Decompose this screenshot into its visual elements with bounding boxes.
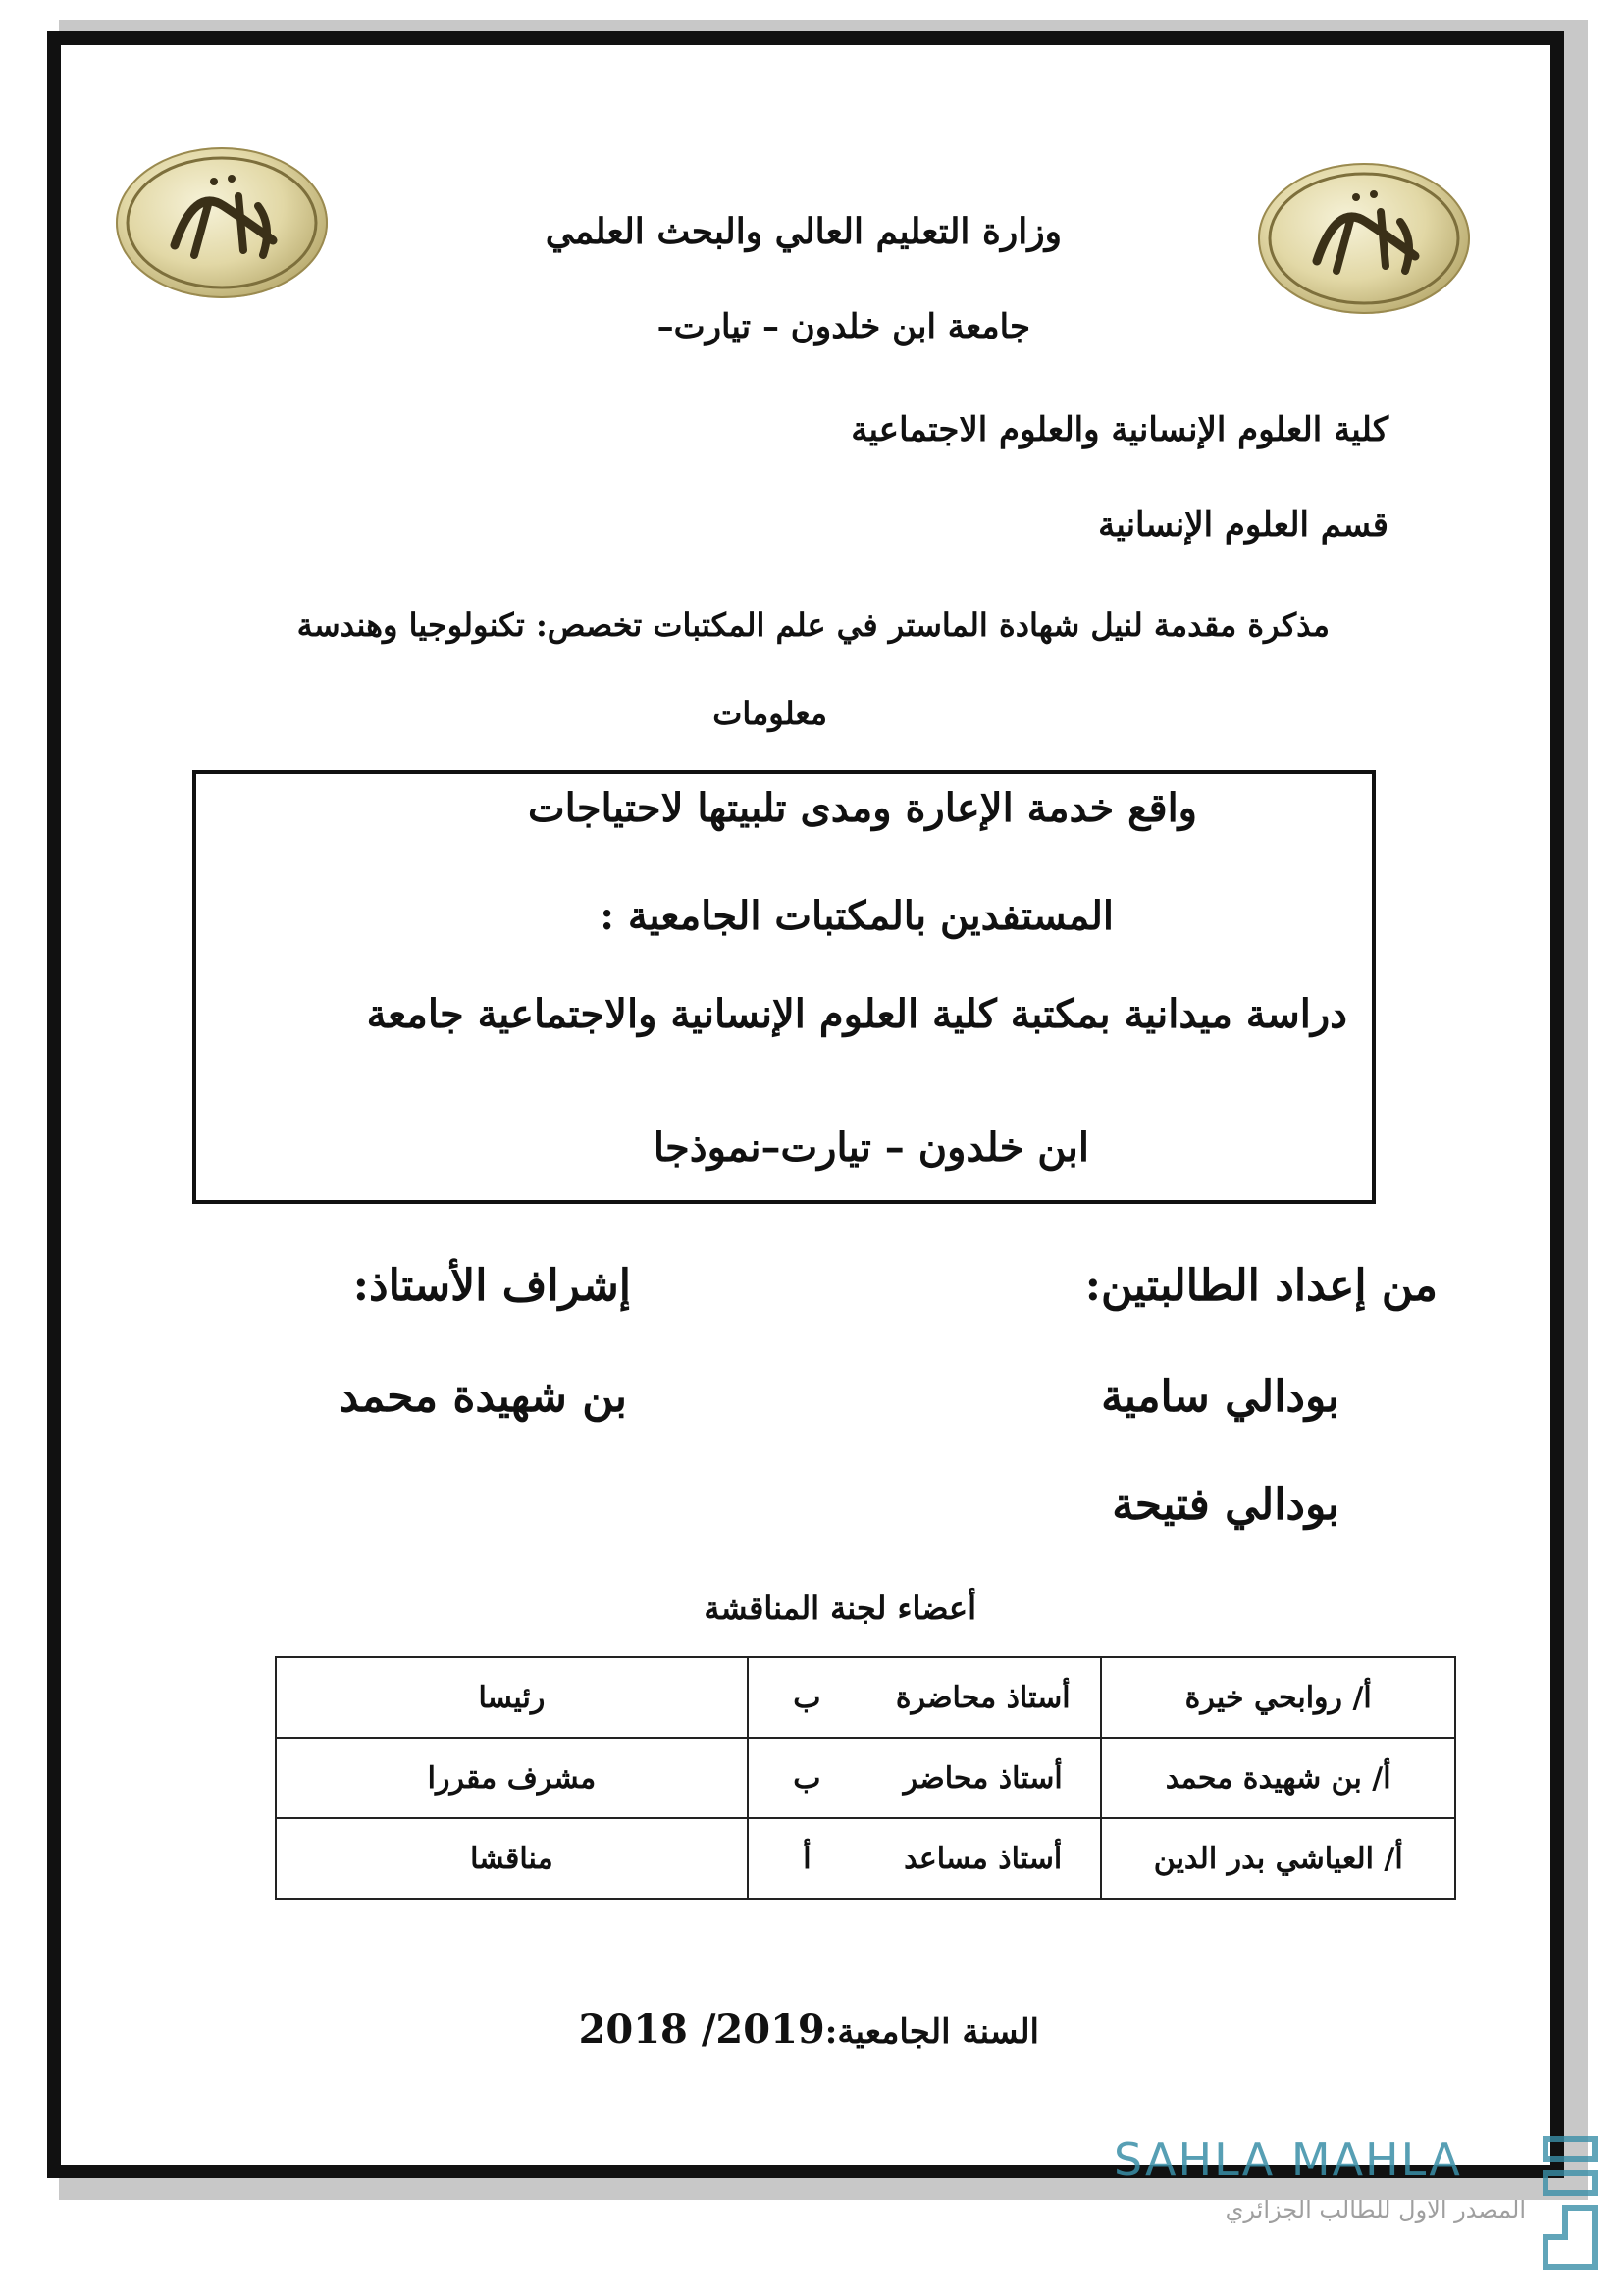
faculty-name: كلية العلوم الإنسانية والعلوم الاجتماعية xyxy=(851,410,1388,449)
thesis-title-line2: المستفدين بالمكتبات الجامعية : xyxy=(600,893,1114,939)
jury-member-name: أ/ بن شهيدة محمد xyxy=(1101,1738,1455,1818)
jury-title: أعضاء لجنة المناقشة xyxy=(704,1590,976,1627)
jury-member-name: أ/ العياشي بدر الدين xyxy=(1101,1818,1455,1899)
table-row xyxy=(276,1738,1455,1818)
university-logo-left xyxy=(116,147,328,298)
student-name-1: بودالي سامية xyxy=(1101,1372,1339,1422)
thesis-title-line1: واقع خدمة الإعارة ومدى تلبيتها لاحتياجات xyxy=(527,785,1197,831)
watermark-logo-icon xyxy=(1536,2119,1604,2276)
sahla-mahla-watermark xyxy=(1114,2119,1604,2286)
watermark-brand: SAHLA MAHLA xyxy=(1114,2133,1462,2186)
ministry-name: وزارة التعليم العالي والبحث العلمي xyxy=(545,211,1062,252)
university-name: جامعة ابن خلدون – تيارت– xyxy=(656,307,1030,346)
thesis-title-line4: ابن خلدون – تيارت–نموذجا xyxy=(653,1124,1089,1171)
jury-member-name: أ/ روابحي خيرة xyxy=(1101,1657,1455,1738)
jury-member-grade: ب xyxy=(748,1657,865,1738)
table-row xyxy=(276,1657,1455,1738)
jury-table xyxy=(275,1656,1456,1900)
table-row xyxy=(276,1818,1455,1899)
university-logo-right xyxy=(1258,163,1470,314)
supervisor-label: إشراف الأستاذ: xyxy=(352,1261,631,1311)
jury-member-rank: أستاذ محاضر xyxy=(865,1738,1101,1818)
academic-year-label: السنة الجامعية: xyxy=(824,2012,1039,2052)
thesis-description: مذكرة مقدمة لنيل شهادة الماستر في علم المكتبات تخصص: تكنولوجيا وهندسة xyxy=(296,606,1330,644)
jury-member-role: مشرف مقررا xyxy=(276,1738,748,1818)
supervisor-name: بن شهيدة محمد xyxy=(339,1372,627,1422)
academic-year-value: 2018 /2019 xyxy=(578,2007,825,2053)
department-name: قسم العلوم الإنسانية xyxy=(1098,505,1388,545)
jury-member-role: مناقشا xyxy=(276,1818,748,1899)
jury-member-role: رئيسا xyxy=(276,1657,748,1738)
student-name-2: بودالي فتيحة xyxy=(1112,1480,1339,1530)
thesis-title-line3: دراسة ميدانية بمكتبة كلية العلوم الإنسانية والاجتماعية جامعة xyxy=(366,991,1347,1037)
jury-member-grade: ب xyxy=(748,1738,865,1818)
jury-member-grade: أ xyxy=(748,1818,865,1899)
thesis-description-cont: معلومات xyxy=(712,695,827,732)
jury-member-rank: أستاذ مساعد xyxy=(865,1818,1101,1899)
academic-year xyxy=(579,2007,1039,2053)
students-label: من إعداد الطالبتين: xyxy=(1084,1261,1438,1311)
jury-member-rank: أستاذ محاضرة xyxy=(865,1657,1101,1738)
watermark-tagline: المصدر الاول للطالب الجزائري xyxy=(1225,2196,1526,2223)
